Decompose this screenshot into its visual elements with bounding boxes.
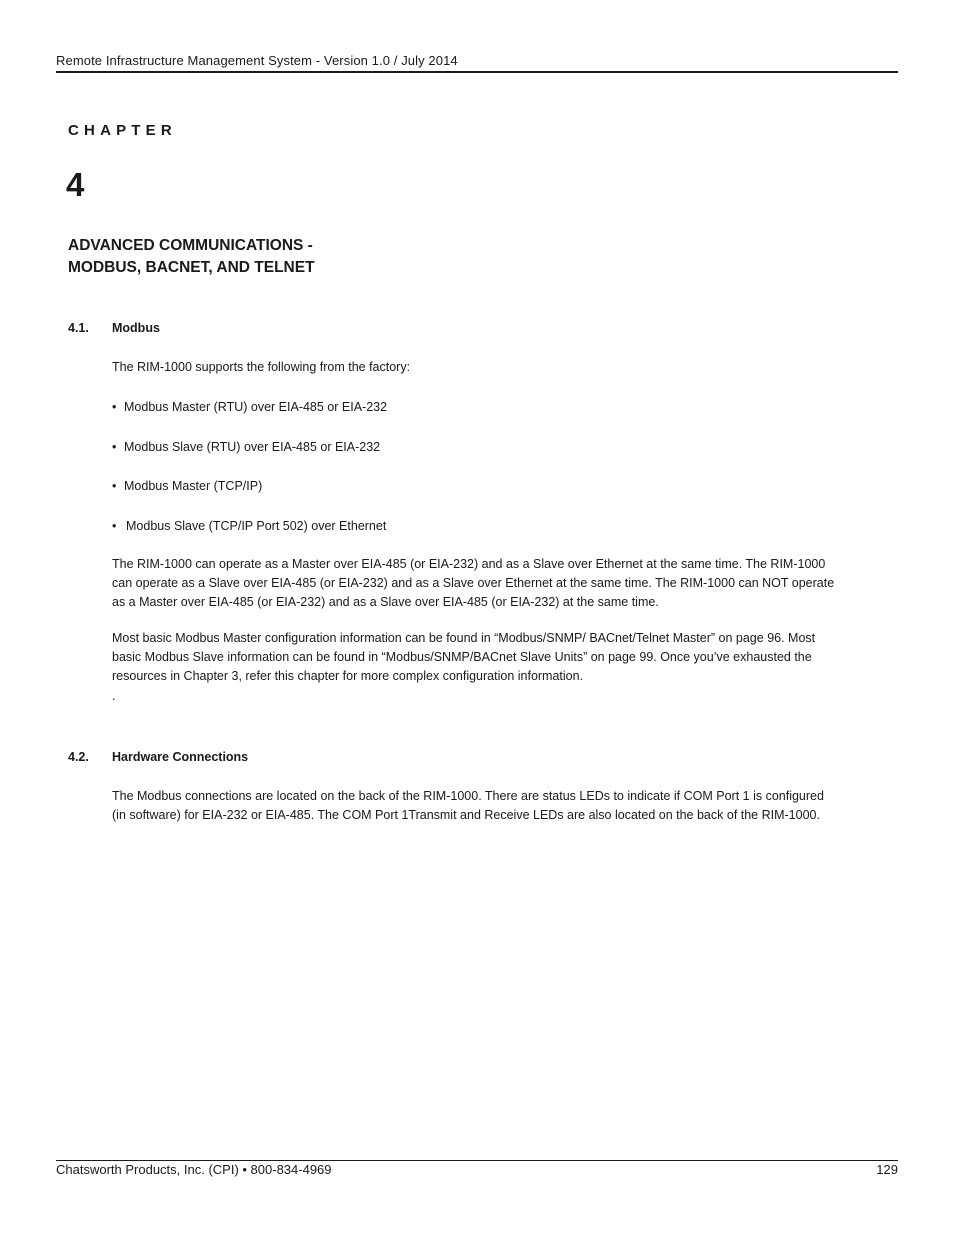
running-header: Remote Infrastructure Management System - Version 1.0 / July 2014 [56,53,458,68]
chapter-title-line-1: ADVANCED COMMUNICATIONS - [68,237,313,254]
list-item [112,398,387,417]
paragraph-line: resources in Chapter 3, refer this chapter for more complex configuration information. [112,669,584,683]
section-title: Hardware Connections [112,750,249,764]
list-item-text: Modbus Slave (TCP/IP Port 502) over Ethernet [126,519,387,533]
paragraph-line: Most basic Modbus Master configuration information can be found in “Modbus/SNMP/ BACnet/Telnet Master” on page 96. Most [112,631,816,645]
list-item-text: Modbus Slave (RTU) over EIA-485 or EIA-232 [124,440,381,454]
bullet-icon: • [112,400,117,414]
list-item [112,517,386,536]
page-number: 129 [876,1162,898,1177]
paragraph-line: (in software) for EIA-232 or EIA-485. The COM Port 1Transmit and Receive LEDs are also located on the back of the RIM-1000. [112,808,820,822]
list-item [112,438,380,457]
chapter-label: CHAPTER [68,122,177,139]
header-divider [56,71,898,73]
body-paragraph [112,555,852,612]
bullet-icon: • [112,519,117,533]
stray-period: . [112,689,116,703]
body-paragraph [112,787,852,825]
section-number: 4.2. [68,750,89,764]
chapter-title [68,235,315,279]
paragraph-line: The Modbus connections are located on the back of the RIM-1000. There are status LEDs to indicate if COM Port 1 is configured [112,789,824,803]
footer-divider [56,1160,898,1161]
section-title: Modbus [112,321,160,335]
paragraph-line: The RIM-1000 can operate as a Master over EIA-485 (or EIA-232) and as a Slave over Ethernet at the same time. The RIM-1000 [112,557,826,571]
section-number: 4.1. [68,321,89,335]
bullet-icon: • [112,479,117,493]
list-item [112,477,262,496]
list-item-text: Modbus Master (TCP/IP) [124,479,263,493]
bullet-icon: • [112,440,117,454]
paragraph-line: as a Master over EIA-485 (or EIA-232) and as a Slave over EIA-485 (or EIA-232) at the same time. [112,595,659,609]
body-paragraph [112,629,852,686]
chapter-number: 4 [66,166,85,203]
paragraph-line: basic Modbus Slave information can be found in “Modbus/SNMP/BACnet Slave Units” on page 99. Once you’ve exhausted the [112,650,812,664]
footer-company: Chatsworth Products, Inc. (CPI) • 800-834-4969 [56,1162,332,1177]
section-intro: The RIM-1000 supports the following from the factory: [112,360,411,374]
chapter-title-line-2: MODBUS, BACNET, AND TELNET [68,259,315,276]
paragraph-line: can operate as a Slave over EIA-485 (or EIA-232) and as a Slave over Ethernet at the same time. The RIM-1000 can NOT operate [112,576,835,590]
list-item-text: Modbus Master (RTU) over EIA-485 or EIA-232 [124,400,388,414]
